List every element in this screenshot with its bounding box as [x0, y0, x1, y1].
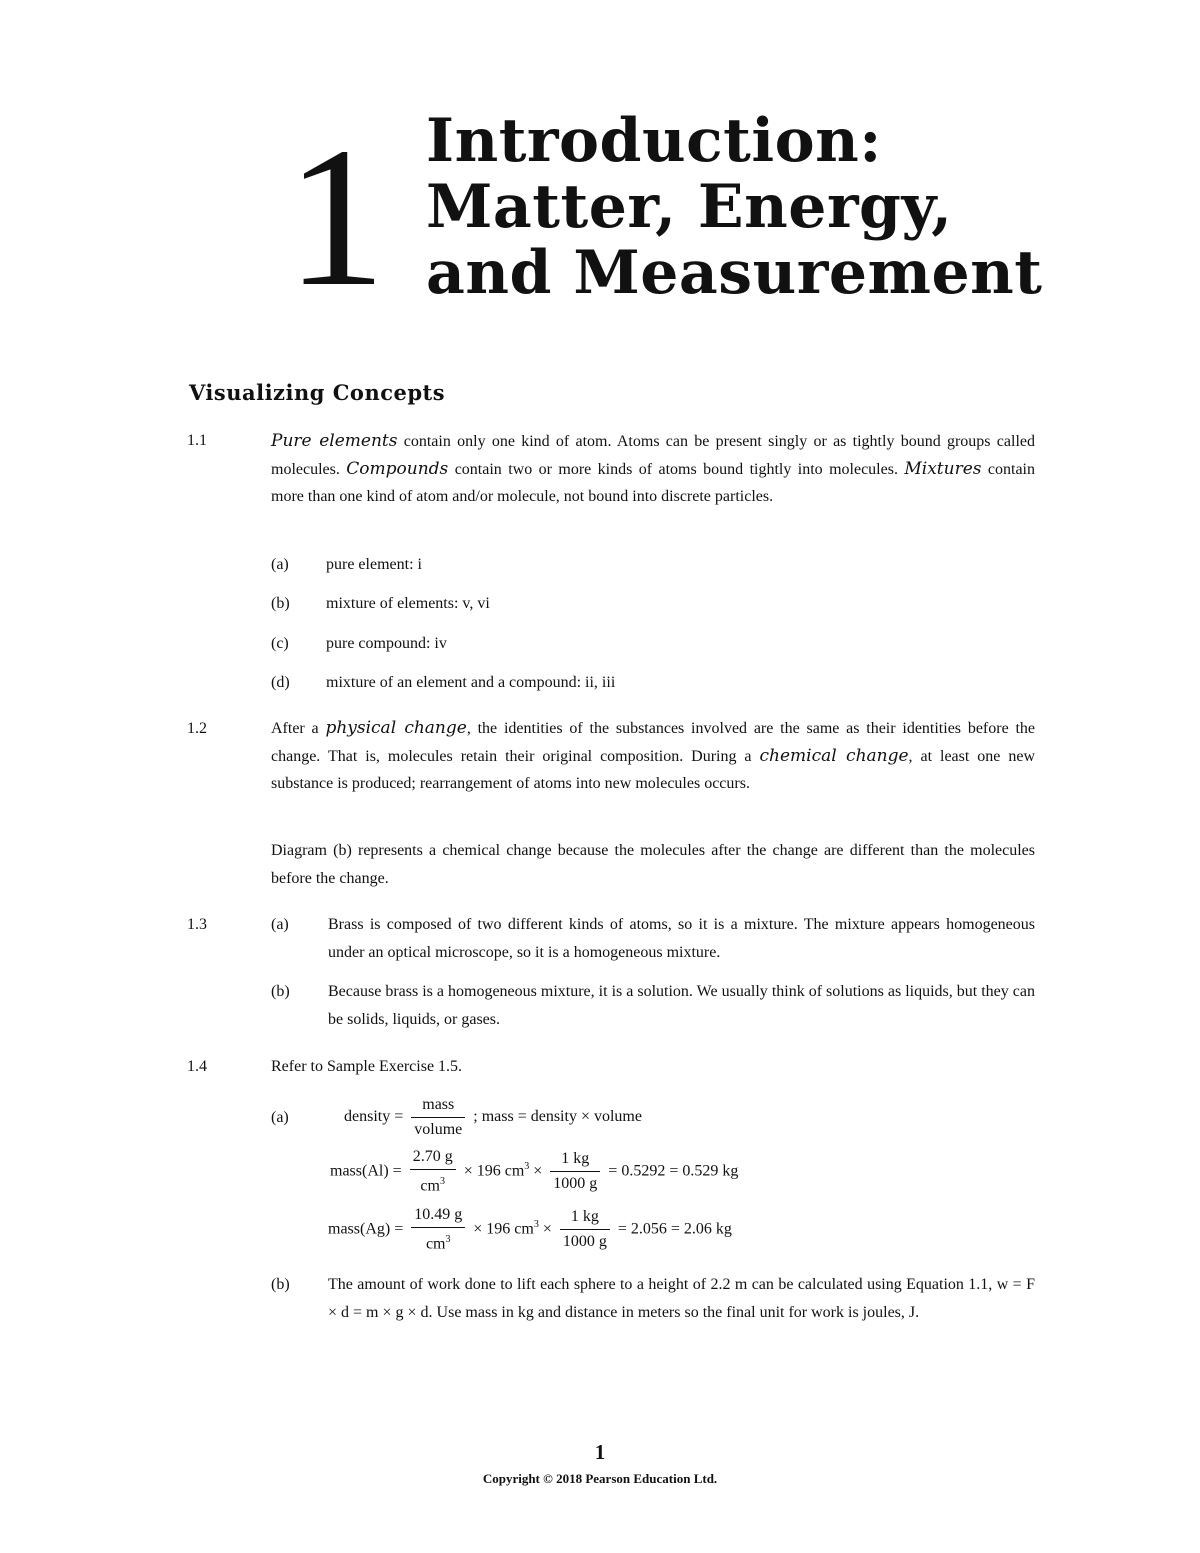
chapter-title-line: and Measurement	[426, 238, 1043, 308]
fraction	[411, 1203, 465, 1256]
equation-rest: ; mass = density × volume	[473, 1108, 642, 1126]
item-paragraph: The amount of work done to lift each sphere to a height of 2.2 m can be calculated using Equation 1.1, w = F × d = m × g × d. Use mass in kg and distance in meters so the final unit for work is joules, J.	[328, 1276, 1035, 1321]
item-paragraph: Because brass is a homogeneous mixture, it is a solution. We usually think of solutions as liquids, but they can be solids, liquids, or gases.	[328, 983, 1035, 1028]
item-letter: (a)	[271, 1109, 289, 1126]
question-number: 1.1	[187, 432, 207, 449]
term: Pure elements	[271, 431, 398, 451]
term: physical change	[325, 718, 467, 738]
equation-rest: = 0.5292 = 0.529 kg	[608, 1162, 739, 1180]
item-letter: (c)	[271, 635, 289, 652]
equation-lhs: density =	[344, 1108, 404, 1126]
fraction	[560, 1205, 610, 1254]
paragraph-text: , at least one new substance is produced; rearrangement of atoms into new molecules occurs.	[271, 747, 1036, 792]
equation-density	[344, 1093, 642, 1142]
denominator: 1000 g	[553, 1175, 598, 1193]
equation-lhs: mass(Ag) =	[328, 1220, 404, 1238]
chapter-title	[426, 108, 1043, 306]
question-number: 1.3	[187, 916, 207, 933]
item-text: mixture of an element and a compound: ii, iii	[326, 674, 616, 691]
exponent: 3	[524, 1161, 530, 1173]
fraction	[550, 1147, 600, 1196]
question-number: 1.4	[187, 1058, 207, 1075]
paragraph-text: contain two or more kinds of atoms bound tightly into molecules.	[448, 460, 905, 478]
equation-mid: × 196 cm	[463, 1162, 525, 1180]
item-letter: (a)	[271, 916, 289, 933]
exponent: 3	[439, 1176, 445, 1187]
denominator	[410, 1170, 456, 1198]
item-text: pure compound: iv	[326, 635, 447, 652]
numerator: 10.49 g	[411, 1203, 465, 1228]
paragraph-text: After a	[271, 720, 326, 737]
item-letter: (d)	[271, 674, 290, 691]
exponent: 3	[445, 1234, 451, 1245]
denominator: 1000 g	[562, 1233, 607, 1251]
denominator: volume	[414, 1121, 463, 1138]
term: chemical change	[759, 745, 909, 766]
exponent: 3	[533, 1219, 539, 1231]
paragraph-text: contain more than one kind of atom and/or molecule, not bound into discrete particles.	[271, 460, 1035, 505]
times-sign: ×	[533, 1162, 543, 1180]
chapter-title-line: Introduction:	[426, 106, 882, 176]
term: Compounds	[346, 458, 449, 479]
item-letter: (b)	[271, 595, 290, 612]
equation-lhs: mass(Al) =	[330, 1162, 402, 1180]
equation-rest: = 2.056 = 2.06 kg	[617, 1220, 732, 1238]
item-text: pure element: i	[326, 556, 422, 573]
fraction	[410, 1145, 456, 1198]
item-paragraph: Brass is composed of two different kinds of atoms, so it is a mixture. The mixture appears homogeneous under an optical microscope, so it is a homogeneous mixture.	[328, 916, 1035, 961]
item-letter: (b)	[271, 1276, 290, 1293]
chapter-number: 1	[286, 107, 386, 328]
denominator	[411, 1228, 465, 1256]
equation-mass-ag	[328, 1203, 732, 1256]
item-letter: (a)	[271, 556, 289, 573]
section-heading: Visualizing Concepts	[189, 380, 446, 405]
chapter-title-line: Matter, Energy,	[426, 172, 953, 242]
question-paragraph: Diagram (b) represents a chemical change because the molecules after the change are different than the molecules before the change.	[271, 842, 1035, 887]
copyright-notice: Copyright © 2018 Pearson Education Ltd.	[482, 1471, 718, 1486]
term: Mixtures	[904, 458, 982, 479]
question-paragraph	[271, 715, 1035, 798]
paragraph-text: contain only one kind of atom. Atoms can be present singly or as tightly bound groups called molecules.	[271, 433, 1035, 478]
unit: cm	[420, 1177, 440, 1195]
equation-mid: × 196 cm	[473, 1220, 534, 1238]
times-sign: ×	[542, 1220, 552, 1238]
item-text: mixture of elements: v, vi	[326, 595, 490, 612]
question-text: Refer to Sample Exercise 1.5.	[271, 1058, 463, 1075]
unit: cm	[425, 1235, 446, 1253]
paragraph-text: , the identities of the substances involved are the same as their identities before the change. That is, molecules retain their original composition. During a	[271, 720, 1036, 765]
numerator: mass	[411, 1093, 465, 1118]
item-letter: (b)	[271, 983, 290, 1000]
numerator: 2.70 g	[410, 1145, 456, 1170]
question-paragraph	[271, 428, 1035, 511]
question-number: 1.2	[187, 720, 207, 737]
numerator: 1 kg	[550, 1147, 600, 1172]
page-number: 1	[594, 1440, 606, 1464]
numerator: 1 kg	[560, 1205, 610, 1230]
equation-mass-al	[330, 1145, 738, 1198]
fraction	[411, 1093, 465, 1142]
